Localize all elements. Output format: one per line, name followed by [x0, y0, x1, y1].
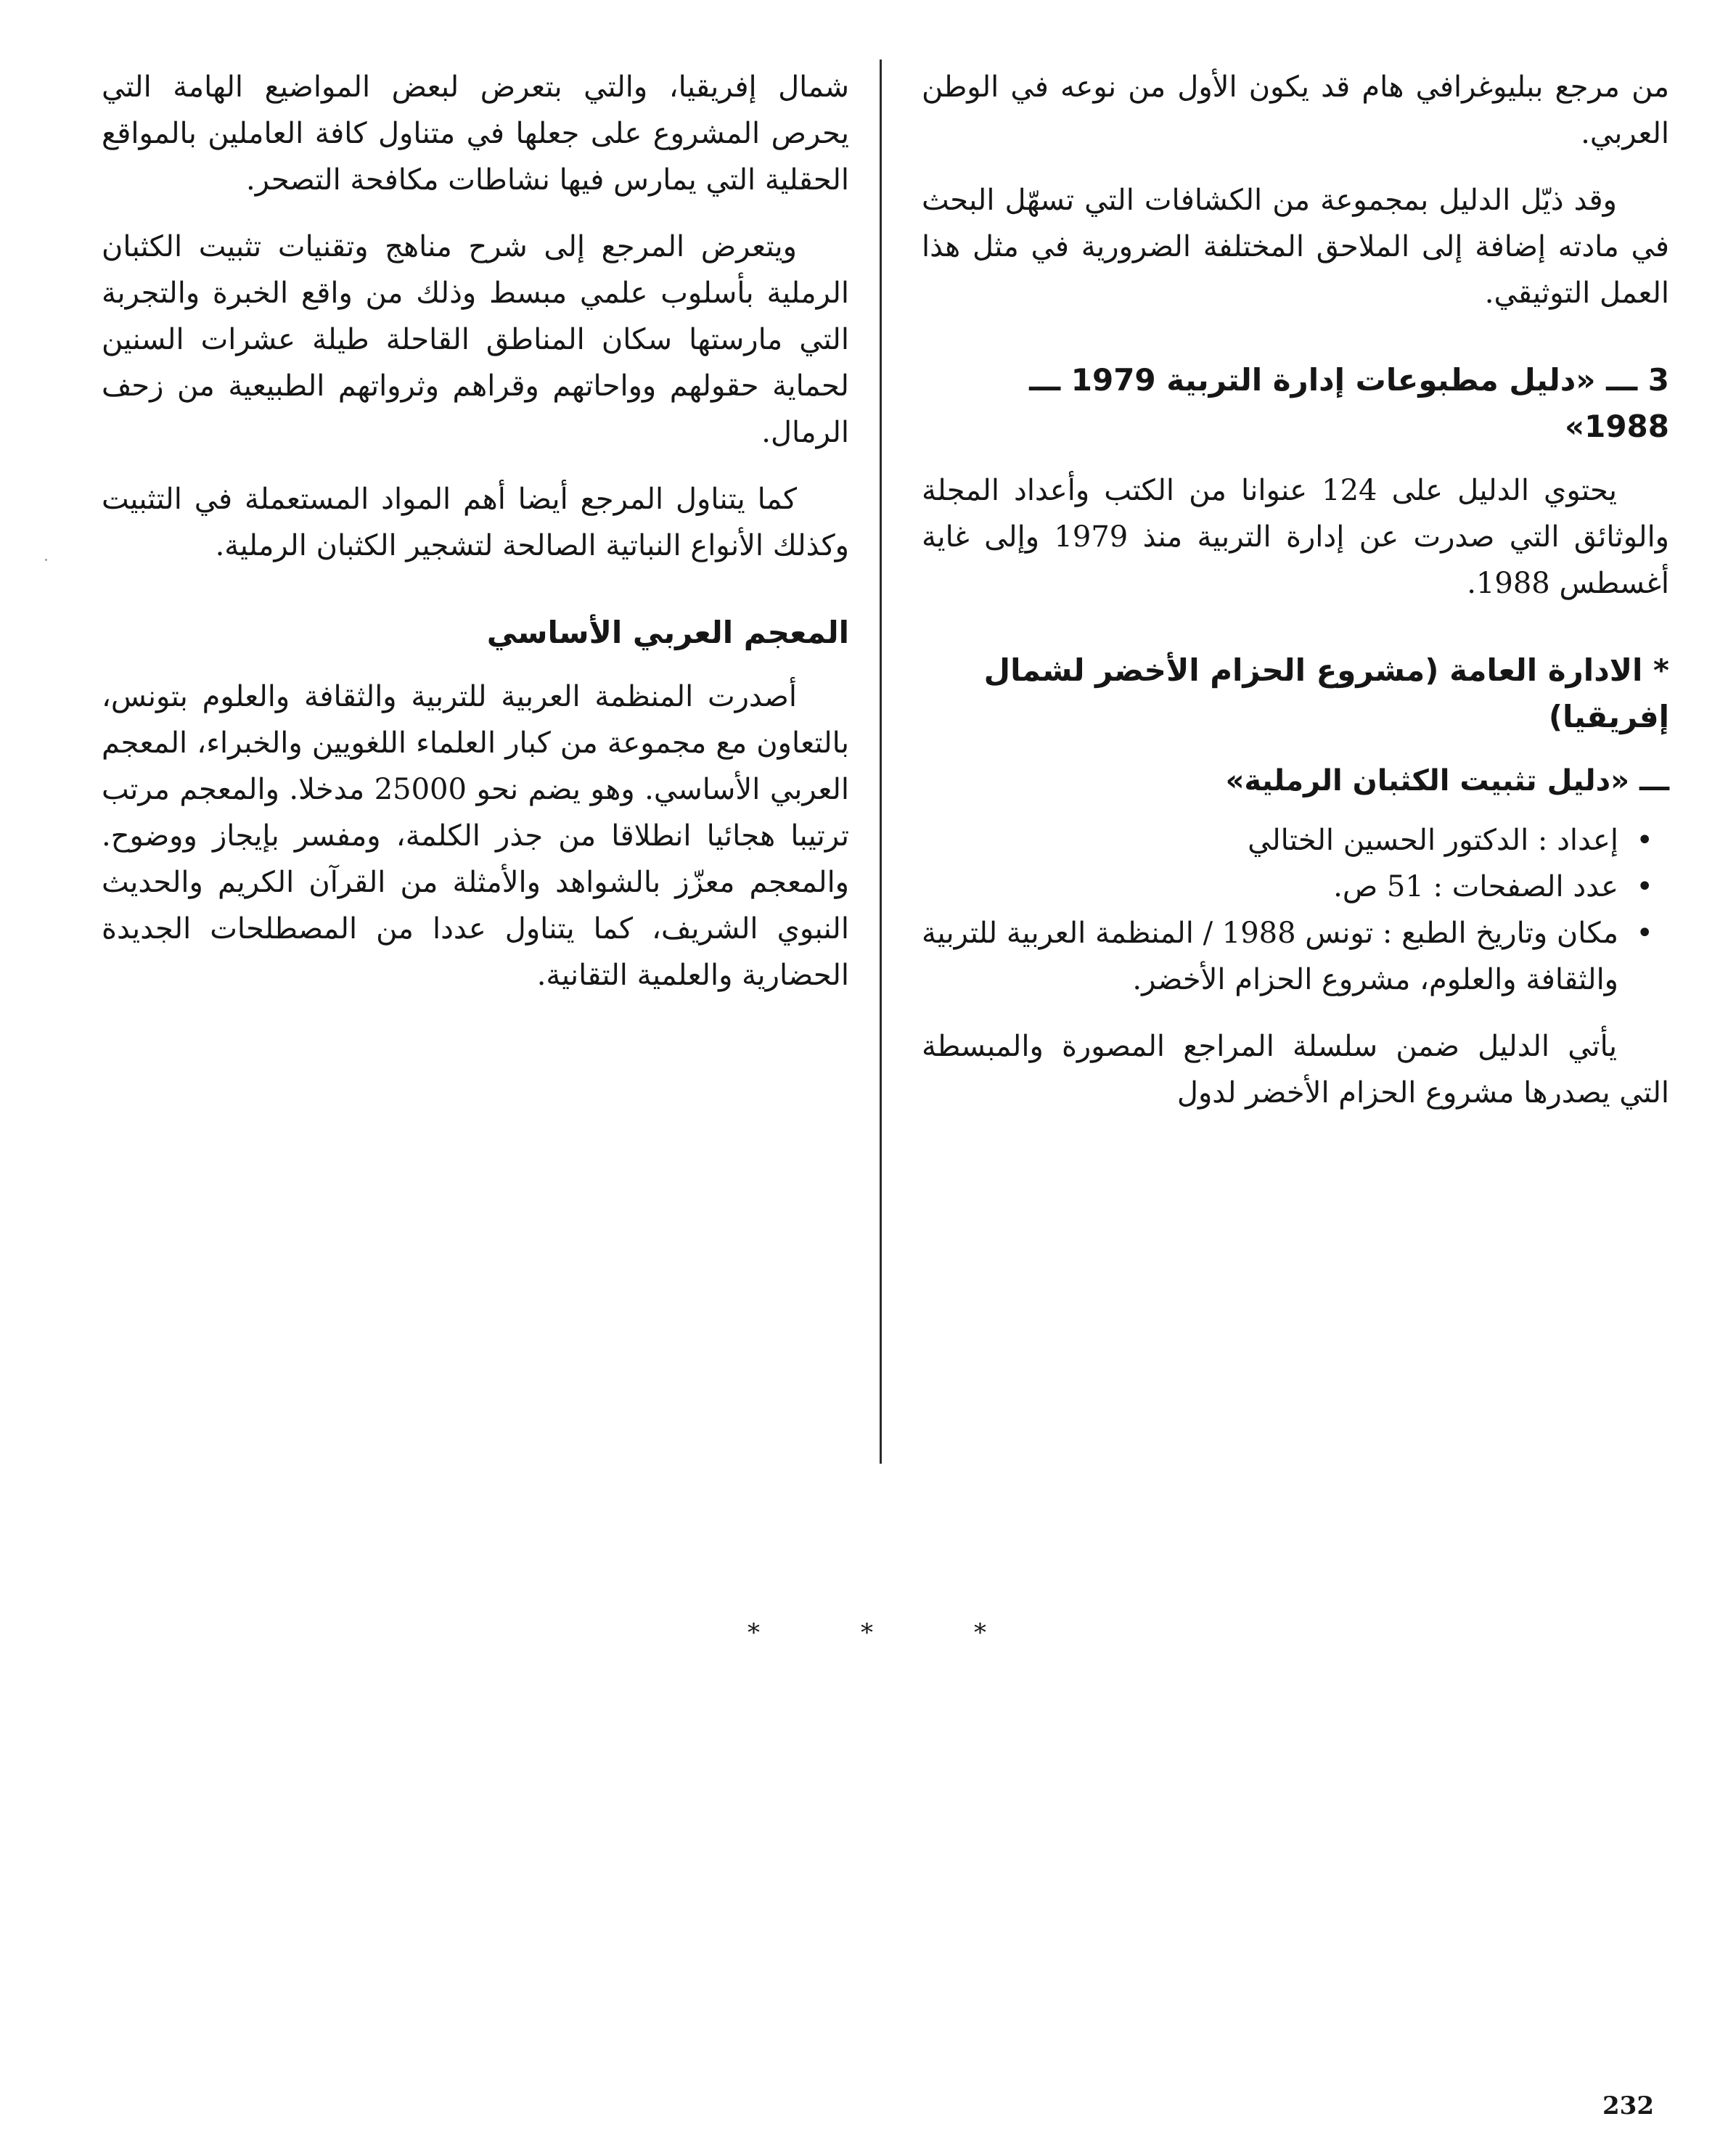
paragraph: وقد ذيّل الدليل بمجموعة من الكشافات التي تسهّل البحث في مادته إضافة إلى الملاحق المختلفة الضرورية في مثل هذا العمل التوثيقي.: [922, 184, 1669, 310]
scan-speck: [45, 559, 47, 561]
paragraph: شمال إفريقيا، والتي بتعرض لبعض المواضيع الهامة التي يحرص المشروع على جعلها في متناول كافة العاملين بالمواقع الحقلية التي يمارس فيها نشاطات مكافحة التصحر.: [102, 70, 849, 197]
section-heading-admin: * الادارة العامة (مشروع الحزام الأخضر لشمال إفريقيا): [983, 652, 1669, 734]
paragraph: كما يتناول المرجع أيضا أهم المواد المستعملة في التثبيت وكذلك الأنواع النباتية الصالحة لتشجير الكثبان الرملية.: [102, 483, 849, 562]
paragraph: من مرجع ببليوغرافي هام قد يكون الأول من نوعه في الوطن العربي.: [922, 70, 1669, 150]
asterisk-icon: *: [748, 1618, 760, 1647]
column-divider: [880, 60, 882, 1464]
bibliographic-details-list: [922, 817, 1669, 1003]
paragraph: ويتعرض المرجع إلى شرح مناهج وتقنيات تثبيت الكثبان الرملية بأسلوب علمي مبسط وذلك من واقع الخبرة والتجربة التي مارستها سكان المناطق القاحلة طيلة عشرات السنين لحماية حقولهم وواحاتهم وقراهم وثرواتهم الطبيعية من زحف الرمال.: [102, 230, 849, 449]
bullet-icon: •: [1636, 824, 1653, 857]
list-item-text: مكان وتاريخ الطبع : تونس 1988 / المنظمة العربية للتربية والثقافة والعلوم، مشروع الحزام الأخضر.: [922, 917, 1619, 996]
right-column: [922, 64, 1669, 1136]
bullet-icon: •: [1636, 917, 1653, 950]
list-item-text: عدد الصفحات : 51 ص.: [1333, 870, 1618, 903]
section-separator: [718, 1618, 1009, 1655]
list-item-text: إعداد : الدكتور الحسين الختالي: [1248, 824, 1618, 857]
bullet-icon: •: [1636, 870, 1653, 903]
page-number: 232: [1602, 2091, 1654, 2120]
paragraph: أصدرت المنظمة العربية للتربية والثقافة والعلوم بتونس، بالتعاون مع مجموعة من كبار العلماء اللغويين والخبراء، المعجم العربي الأساسي. وهو يضم نحو 25000 مدخلا. والمعجم مرتب ترتيبا هجائيا انطلاقا من جذر الكلمة، ومفسر بإيجاز ووضوح. والمعجم معزّز بالشواهد والأمثلة من القرآن الكريم والحديث النبوي الشريف، كما يتناول عددا من المصطلحات الجديدة الحضارية والعلمية التقانية.: [102, 680, 850, 992]
paragraph: يأتي الدليل ضمن سلسلة المراجع المصورة والمبسطة التي يصدرها مشروع الحزام الأخضر لدول: [922, 1030, 1669, 1110]
left-column: [102, 64, 849, 1019]
asterisk-icon: *: [974, 1618, 986, 1647]
paragraph: يحتوي الدليل على 124 عنوانا من الكتب وأعداد المجلة والوثائق التي صدرت عن إدارة التربية منذ 1979 وإلى غاية أغسطس 1988.: [922, 474, 1670, 600]
list-item: [922, 910, 1653, 1003]
subsection-heading-guide: ـــ «دليل تثبيت الكثبان الرملية»: [1225, 764, 1669, 798]
section-heading-dictionary: المعجم العربي الأساسي: [486, 615, 849, 650]
section-heading-3: 3 ـــ «دليل مطبوعات إدارة التربية 1979 ـــ 1988»: [1029, 362, 1669, 444]
list-item: [922, 817, 1653, 864]
list-item: [922, 864, 1653, 910]
asterisk-icon: *: [861, 1618, 873, 1647]
